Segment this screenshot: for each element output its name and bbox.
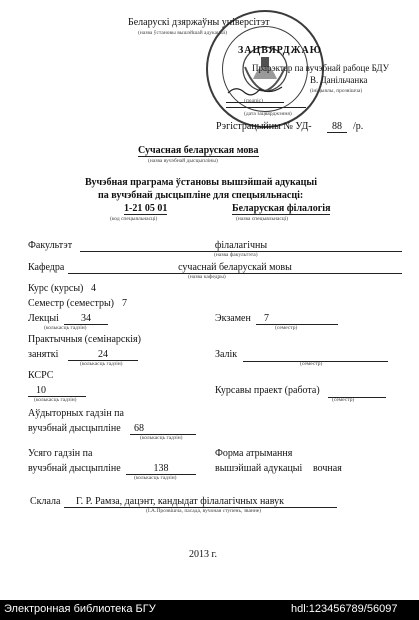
author-value: Г. Р. Рамза, дацэнт, кандыдат філалагічных навук (64, 496, 337, 508)
coursework-label: Курсавы праект (работа) (215, 385, 320, 396)
practical-label-1: Практычныя (семінарскія) (28, 334, 141, 345)
total-hours-note: (колькасць гадзін) (134, 475, 177, 481)
ksrs-value: 10 (28, 385, 86, 397)
course-value: 4 (91, 283, 96, 294)
credit-note: (семестр) (300, 361, 323, 367)
total-hours-label-1: Усяго гадзін па (28, 448, 93, 459)
signature-note: (подпіс) (244, 98, 263, 104)
faculty-label: Факультэт (28, 240, 73, 251)
semester-value: 7 (122, 298, 127, 309)
university-name: Беларускі дзяржаўны універсітэт (128, 17, 270, 28)
classroom-hours-note: (колькасць гадзін) (140, 435, 183, 441)
ksrs-note: (колькасць гадзін) (34, 397, 77, 403)
ksrs-label: КСРС (28, 370, 54, 381)
form-value: вочная (313, 463, 342, 474)
program-line-2: па вучэбнай дысцыпліне для спецыяльнасці: (98, 190, 304, 201)
registration-suffix: /р. (353, 121, 364, 132)
university-note: (назва ўстановы вышэйшай адукацыі) (138, 30, 228, 36)
classroom-hours-label-1: Аўдыторных гадзін па (28, 408, 124, 419)
prorector-title: Прарэктар па вучэбнай рабоце БДУ (252, 63, 390, 73)
total-hours-label-2: вучэбнай дысцыпліне (28, 463, 121, 474)
practical-note: (колькасць гадзін) (80, 361, 123, 367)
handwritten-signature (226, 83, 284, 97)
library-name: Электронная библиотека БГУ (4, 603, 156, 615)
total-hours-value: 138 (126, 463, 196, 475)
handle-link[interactable]: hdl:123456789/56097 (291, 603, 398, 615)
lectures-note: (колькасць гадзін) (44, 325, 87, 331)
author-note: (І.А.Прозвішча, пасада, вучоная ступень, званне) (146, 508, 262, 514)
exam-label: Экзамен (215, 313, 251, 324)
specialty-code-note: (код спецыяльнасці) (110, 216, 158, 222)
classroom-hours-label-2: вучэбнай дысцыпліне (28, 423, 121, 434)
exam-note: (семестр) (275, 325, 298, 331)
exam-value: 7 (256, 313, 338, 325)
date-note: (дата зацвярджэння) (244, 111, 292, 117)
course-label: Курс (курсы) (28, 283, 84, 294)
program-line-1: Вучэбная праграма ўстановы вышэйшай адукацыі (85, 177, 317, 188)
discipline-note: (назва вучэбнай дысцыпліны) (148, 158, 218, 164)
department-label: Кафедра (28, 262, 65, 273)
discipline-title: Сучасная беларуская мова (138, 145, 259, 156)
document-year: 2013 г. (189, 549, 217, 560)
prorector-name: В. Данільчанка (310, 75, 368, 85)
lectures-value: 34 (64, 313, 108, 325)
library-footer (0, 600, 419, 620)
credit-label: Залік (215, 349, 238, 360)
classroom-hours-value: 68 (130, 423, 196, 435)
semester-label: Семестр (семестры) (28, 298, 115, 309)
registration-number: 88 (327, 121, 347, 133)
initials-note: (ініцыялы, прозвішча) (310, 88, 363, 94)
department-value: сучаснай беларускай мовы (68, 262, 402, 274)
faculty-note: (назва факультэта) (214, 252, 258, 258)
specialty-name: Беларуская філалогія (232, 203, 331, 214)
coursework-note: (семестр) (332, 397, 355, 403)
practical-label-2: заняткі (28, 349, 59, 360)
approve-label: ЗАЦВЯРДЖАЮ (238, 45, 322, 56)
practical-value: 24 (68, 349, 138, 361)
form-label-2: вышэйшай адукацыі (215, 463, 303, 474)
date-line (226, 97, 306, 108)
faculty-value: філалагічны (80, 240, 402, 252)
author-label: Склала (30, 496, 61, 507)
form-label-1: Форма атрымання (215, 448, 293, 459)
lectures-label: Лекцыі (28, 313, 59, 324)
department-note: (назва кафедры) (188, 274, 226, 280)
specialty-code: 1-21 05 01 (124, 203, 168, 214)
specialty-name-note: (назва спецыяльнасці) (236, 216, 289, 222)
registration-label: Рэгістрацыйны № УД- (216, 121, 312, 132)
